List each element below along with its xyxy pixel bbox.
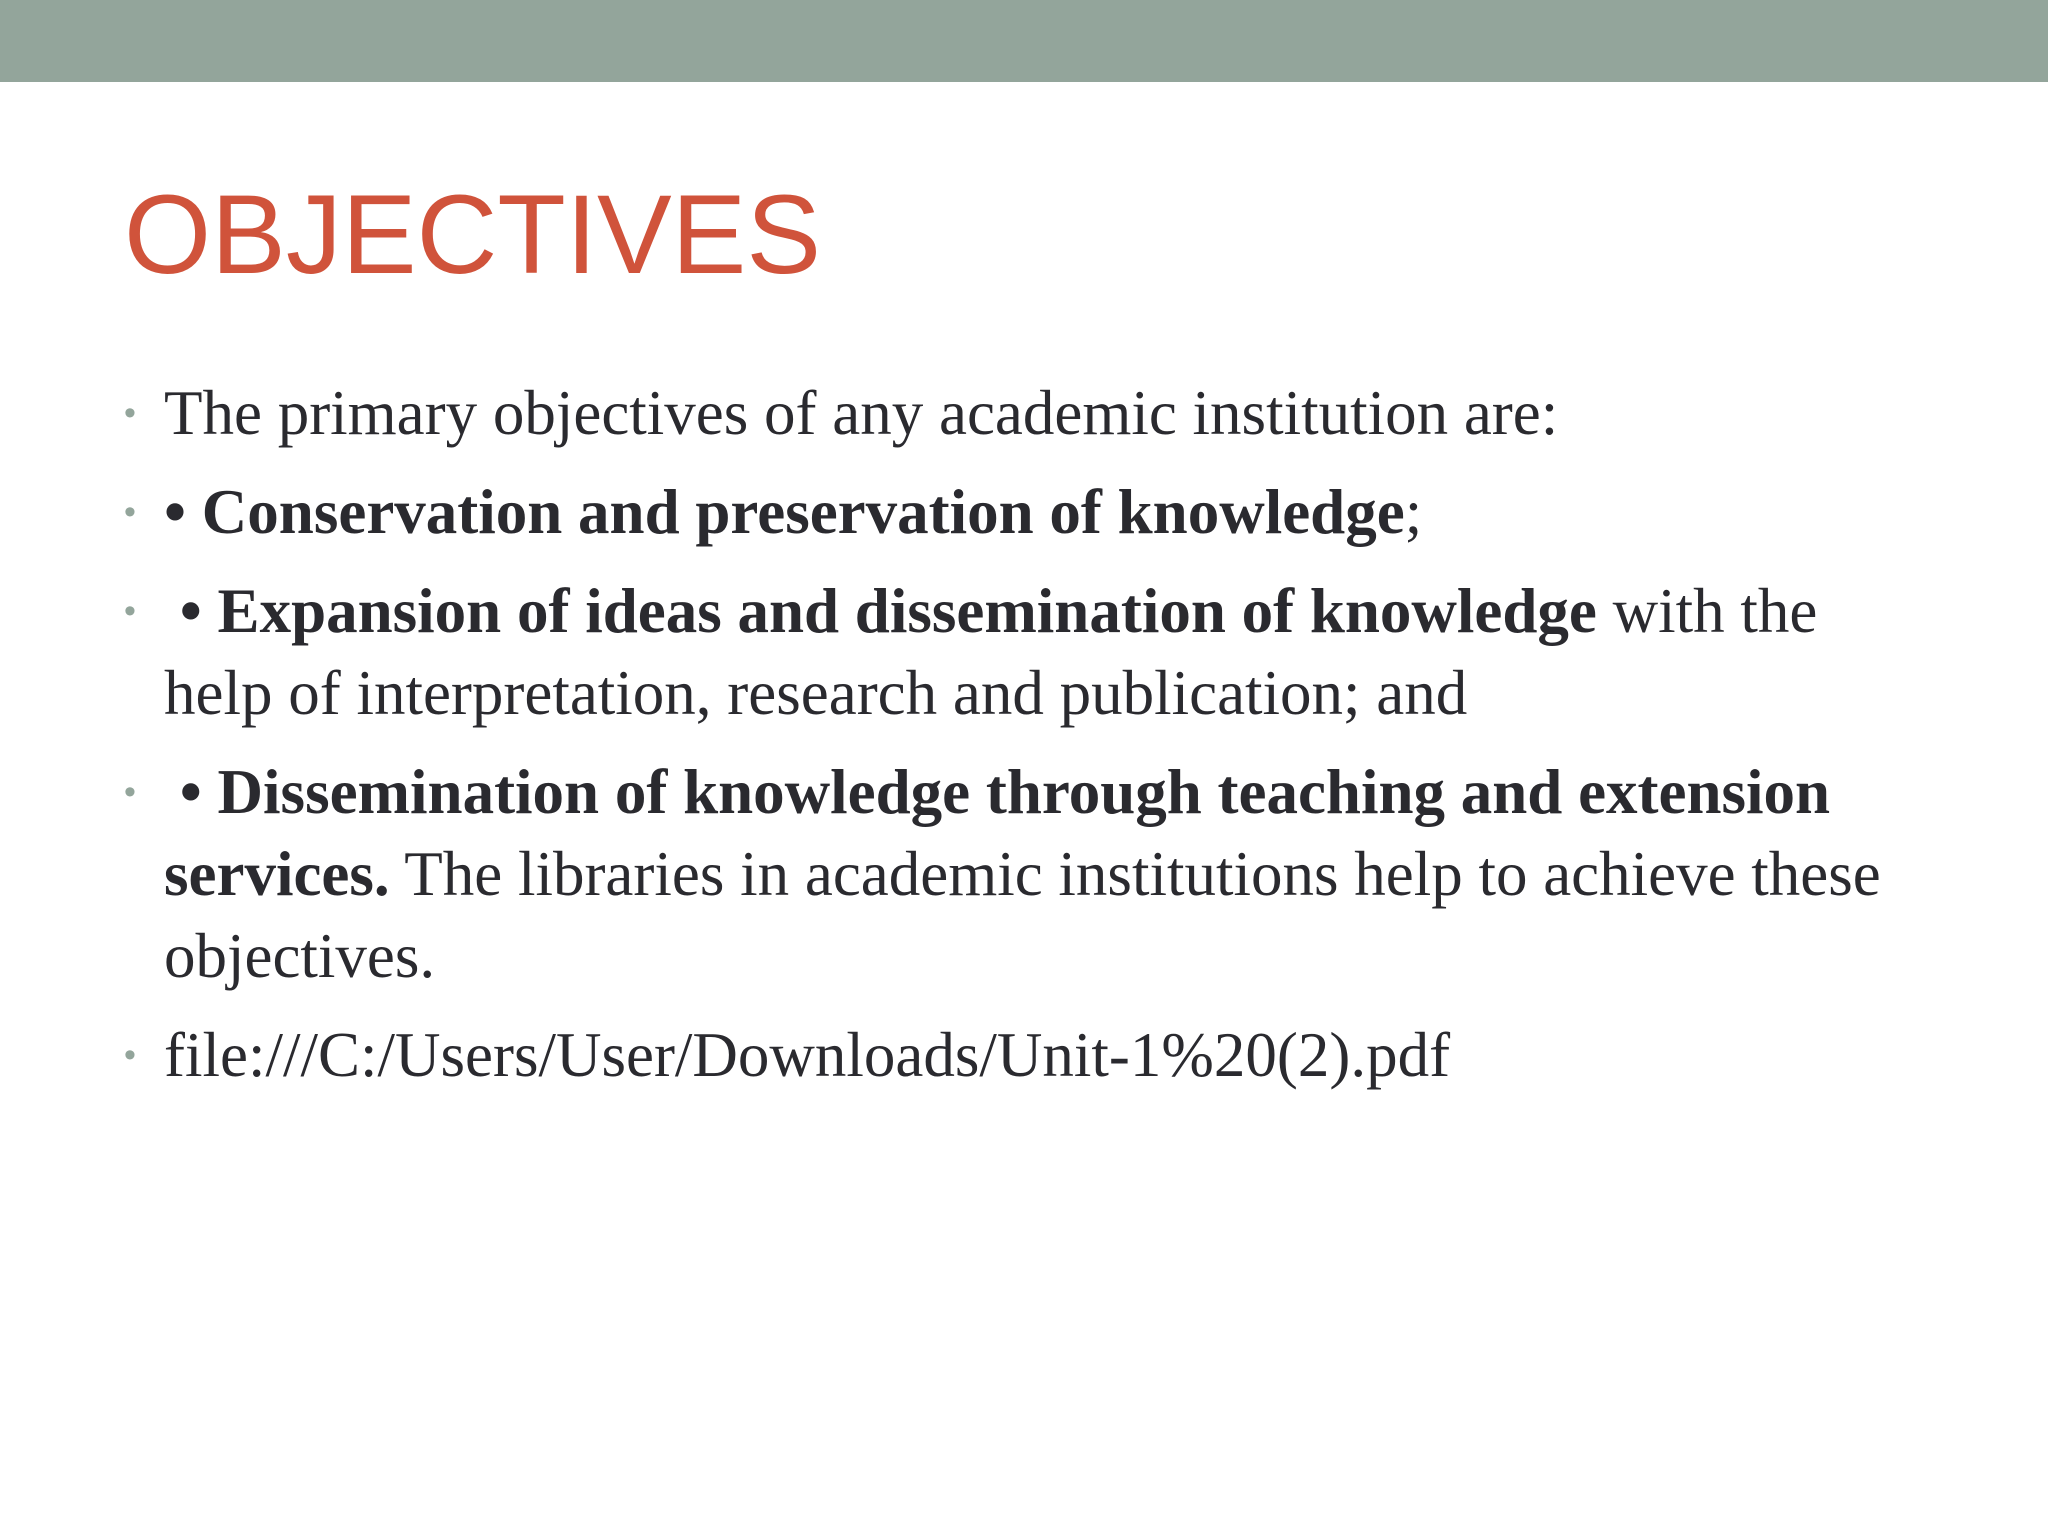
bullet-dot-icon: • xyxy=(124,592,136,630)
bullet-item xyxy=(124,471,1904,553)
slide-title: OBJECTIVES xyxy=(124,172,822,297)
bullet-bold-text: • Expansion of ideas and dissemination of knowledge xyxy=(164,576,1597,646)
bullet-text: ; xyxy=(1404,477,1423,547)
bullet-text: with the help of interpretation, research and publication; and xyxy=(164,576,1818,728)
bullet-bold-text: • Conservation and preservation of knowledge xyxy=(164,477,1405,547)
bullet-text: The libraries in academic institutions help to achieve these objectives. xyxy=(164,839,1881,991)
bullet-list xyxy=(124,372,1904,1113)
bullet-item xyxy=(124,372,1904,454)
bullet-dot-icon: • xyxy=(124,773,136,811)
bullet-dot-icon: • xyxy=(124,1036,136,1074)
bullet-item xyxy=(124,751,1904,997)
top-band xyxy=(0,0,2048,82)
bullet-dot-icon: • xyxy=(124,493,136,531)
bullet-bold-text: • Dissemination of knowledge through teaching and extension services. xyxy=(164,757,1846,909)
file-link-text: file:///C:/Users/User/Downloads/Unit-1%20(2).pdf xyxy=(164,1020,1451,1090)
bullet-dot-icon: • xyxy=(124,394,136,432)
bullet-item xyxy=(124,1014,1904,1096)
bullet-item xyxy=(124,570,1904,734)
bullet-text: The primary objectives of any academic institution are: xyxy=(164,378,1559,448)
